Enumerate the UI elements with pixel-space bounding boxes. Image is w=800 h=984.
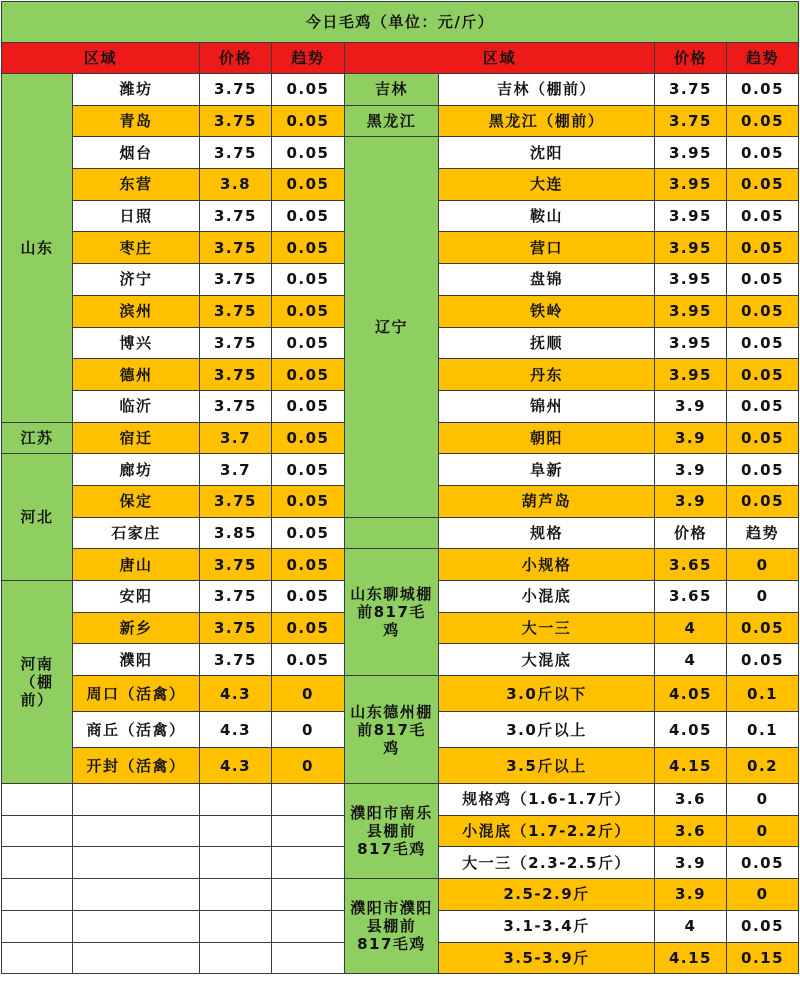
group-nanle: 濮阳市南乐县棚前817毛鸡 bbox=[345, 784, 439, 879]
empty-cell bbox=[2, 815, 73, 847]
right-price: 3.95 bbox=[655, 359, 727, 391]
empty-cell bbox=[2, 942, 73, 974]
left-city: 青岛 bbox=[73, 105, 200, 137]
left-price: 3.75 bbox=[200, 137, 272, 169]
left-city: 枣庄 bbox=[73, 232, 200, 264]
left-city: 安阳 bbox=[73, 581, 200, 613]
left-city: 日照 bbox=[73, 200, 200, 232]
right-trend: 0 bbox=[727, 581, 799, 613]
right-trend: 0.05 bbox=[727, 390, 799, 422]
right-price: 3.9 bbox=[655, 485, 727, 517]
left-price: 3.75 bbox=[200, 327, 272, 359]
province-henan: 河南（棚前） bbox=[2, 581, 73, 784]
left-trend: 0.05 bbox=[272, 327, 345, 359]
right-price: 3.95 bbox=[655, 137, 727, 169]
left-price: 3.75 bbox=[200, 644, 272, 676]
empty-cell bbox=[200, 847, 272, 879]
empty-cell bbox=[2, 910, 73, 942]
right-trend: 0.05 bbox=[727, 454, 799, 486]
right-price: 4.05 bbox=[655, 712, 727, 748]
right-trend: 0.05 bbox=[727, 644, 799, 676]
right-trend: 0.05 bbox=[727, 327, 799, 359]
province-heilongjiang: 黑龙江 bbox=[345, 105, 439, 137]
left-city: 石家庄 bbox=[73, 517, 200, 549]
right-trend: 0.2 bbox=[727, 748, 799, 784]
right-trend: 0.05 bbox=[727, 232, 799, 264]
left-price: 3.75 bbox=[200, 549, 272, 581]
header-left-trend: 趋势 bbox=[272, 43, 345, 74]
empty-cell bbox=[73, 784, 200, 816]
right-price: 3.6 bbox=[655, 815, 727, 847]
right-price: 3.95 bbox=[655, 200, 727, 232]
left-price: 4.3 bbox=[200, 748, 272, 784]
group-liaocheng: 山东聊城棚前817毛鸡 bbox=[345, 549, 439, 676]
left-city: 滨州 bbox=[73, 295, 200, 327]
left-city: 潍坊 bbox=[73, 74, 200, 106]
left-price: 3.75 bbox=[200, 105, 272, 137]
empty-cell bbox=[2, 847, 73, 879]
left-city: 周口（活禽） bbox=[73, 676, 200, 712]
right-city: 3.5斤以上 bbox=[439, 748, 655, 784]
left-trend: 0.05 bbox=[272, 454, 345, 486]
right-city: 铁岭 bbox=[439, 295, 655, 327]
right-trend: 0.1 bbox=[727, 712, 799, 748]
left-city: 德州 bbox=[73, 359, 200, 391]
left-trend: 0.05 bbox=[272, 517, 345, 549]
right-city: 大一三 bbox=[439, 612, 655, 644]
left-trend: 0.05 bbox=[272, 485, 345, 517]
left-trend: 0.05 bbox=[272, 644, 345, 676]
right-price: 3.9 bbox=[655, 422, 727, 454]
right-price: 3.9 bbox=[655, 390, 727, 422]
province-shandong: 山东 bbox=[2, 74, 73, 423]
right-trend: 0.05 bbox=[727, 264, 799, 296]
page-title: 今日毛鸡（单位：元/斤） bbox=[2, 2, 799, 43]
left-city: 东营 bbox=[73, 169, 200, 201]
right-trend: 0.05 bbox=[727, 295, 799, 327]
right-city: 3.5-3.9斤 bbox=[439, 942, 655, 974]
right-price: 3.95 bbox=[655, 327, 727, 359]
right-city: 3.0斤以下 bbox=[439, 676, 655, 712]
left-trend: 0.05 bbox=[272, 200, 345, 232]
left-trend: 0.05 bbox=[272, 137, 345, 169]
empty-cell bbox=[200, 879, 272, 911]
right-city: 小混底（1.7-2.2斤） bbox=[439, 815, 655, 847]
left-city: 商丘（活禽） bbox=[73, 712, 200, 748]
empty-cell bbox=[272, 910, 345, 942]
left-trend: 0.05 bbox=[272, 581, 345, 613]
empty-cell bbox=[200, 942, 272, 974]
right-city: 吉林（棚前） bbox=[439, 74, 655, 106]
empty-cell bbox=[200, 815, 272, 847]
right-trend: 0 bbox=[727, 549, 799, 581]
left-trend: 0 bbox=[272, 676, 345, 712]
right-city: 大一三（2.3-2.5斤） bbox=[439, 847, 655, 879]
right-trend: 0.1 bbox=[727, 676, 799, 712]
left-city: 济宁 bbox=[73, 264, 200, 296]
table-row bbox=[2, 676, 799, 712]
empty-cell bbox=[200, 910, 272, 942]
right-trend: 0.05 bbox=[727, 137, 799, 169]
left-trend: 0.05 bbox=[272, 105, 345, 137]
left-trend: 0.05 bbox=[272, 422, 345, 454]
right-trend: 0.05 bbox=[727, 422, 799, 454]
left-trend: 0.05 bbox=[272, 390, 345, 422]
left-price: 3.7 bbox=[200, 422, 272, 454]
right-price: 3.6 bbox=[655, 784, 727, 816]
header-right-price: 价格 bbox=[655, 43, 727, 74]
right-price: 4.05 bbox=[655, 676, 727, 712]
left-price: 3.75 bbox=[200, 485, 272, 517]
left-trend: 0.05 bbox=[272, 549, 345, 581]
empty-cell bbox=[272, 879, 345, 911]
right-price: 3.9 bbox=[655, 847, 727, 879]
right-city: 朝阳 bbox=[439, 422, 655, 454]
left-price: 3.75 bbox=[200, 232, 272, 264]
right-city: 抚顺 bbox=[439, 327, 655, 359]
right-city: 盘锦 bbox=[439, 264, 655, 296]
right-price: 3.65 bbox=[655, 581, 727, 613]
right-trend: 0.05 bbox=[727, 910, 799, 942]
right-city: 2.5-2.9斤 bbox=[439, 879, 655, 911]
right-trend: 0.05 bbox=[727, 485, 799, 517]
left-trend: 0.05 bbox=[272, 264, 345, 296]
right-price: 3.9 bbox=[655, 454, 727, 486]
table-row bbox=[2, 74, 799, 106]
left-trend: 0 bbox=[272, 748, 345, 784]
right-city: 大连 bbox=[439, 169, 655, 201]
empty-cell bbox=[272, 784, 345, 816]
header-right-trend: 趋势 bbox=[727, 43, 799, 74]
province-hebei: 河北 bbox=[2, 454, 73, 581]
group-dezhou: 山东德州棚前817毛鸡 bbox=[345, 676, 439, 784]
left-price: 3.7 bbox=[200, 454, 272, 486]
right-price: 3.75 bbox=[655, 105, 727, 137]
left-city: 宿迁 bbox=[73, 422, 200, 454]
header-left-price: 价格 bbox=[200, 43, 272, 74]
left-trend: 0.05 bbox=[272, 359, 345, 391]
left-trend: 0.05 bbox=[272, 74, 345, 106]
empty-cell bbox=[2, 784, 73, 816]
right-city: 锦州 bbox=[439, 390, 655, 422]
table-row bbox=[2, 137, 799, 169]
left-price: 4.3 bbox=[200, 712, 272, 748]
right-city: 营口 bbox=[439, 232, 655, 264]
right-price: 3.95 bbox=[655, 169, 727, 201]
header-right-region: 区域 bbox=[345, 43, 655, 74]
price-table bbox=[1, 1, 799, 974]
right-city: 丹东 bbox=[439, 359, 655, 391]
left-city: 濮阳 bbox=[73, 644, 200, 676]
right-price: 3.75 bbox=[655, 74, 727, 106]
right-price: 3.95 bbox=[655, 295, 727, 327]
empty-cell bbox=[73, 910, 200, 942]
right-trend: 0 bbox=[727, 784, 799, 816]
left-trend: 0.05 bbox=[272, 232, 345, 264]
left-price: 3.75 bbox=[200, 264, 272, 296]
right-trend: 0.05 bbox=[727, 169, 799, 201]
right-city: 3.0斤以上 bbox=[439, 712, 655, 748]
right-trend: 0.05 bbox=[727, 612, 799, 644]
left-price: 3.75 bbox=[200, 200, 272, 232]
left-city: 博兴 bbox=[73, 327, 200, 359]
table-row bbox=[2, 105, 799, 137]
right-trend: 0.05 bbox=[727, 105, 799, 137]
right-price: 4 bbox=[655, 612, 727, 644]
table-row bbox=[2, 549, 799, 581]
right-trend: 0.05 bbox=[727, 359, 799, 391]
right-city: 小混底 bbox=[439, 581, 655, 613]
left-city: 烟台 bbox=[73, 137, 200, 169]
empty-cell bbox=[73, 942, 200, 974]
left-price: 3.75 bbox=[200, 359, 272, 391]
right-price: 4.15 bbox=[655, 942, 727, 974]
empty-cell bbox=[272, 815, 345, 847]
right-price: 3.95 bbox=[655, 264, 727, 296]
right-city: 阜新 bbox=[439, 454, 655, 486]
empty-cell bbox=[272, 847, 345, 879]
right-price: 4 bbox=[655, 910, 727, 942]
left-price: 3.8 bbox=[200, 169, 272, 201]
left-trend: 0.05 bbox=[272, 612, 345, 644]
province-liaoning: 辽宁 bbox=[345, 137, 439, 517]
left-price: 4.3 bbox=[200, 676, 272, 712]
left-price: 3.75 bbox=[200, 295, 272, 327]
spec-header-label: 规格 bbox=[439, 517, 655, 549]
right-city: 鞍山 bbox=[439, 200, 655, 232]
left-city: 廊坊 bbox=[73, 454, 200, 486]
empty-cell bbox=[272, 942, 345, 974]
right-trend: 0.05 bbox=[727, 74, 799, 106]
right-trend: 0.05 bbox=[727, 200, 799, 232]
group-puyang: 濮阳市濮阳县棚前817毛鸡 bbox=[345, 879, 439, 974]
right-trend: 0 bbox=[727, 879, 799, 911]
spec-header-trend: 趋势 bbox=[727, 517, 799, 549]
right-price: 3.65 bbox=[655, 549, 727, 581]
right-city: 规格鸡（1.6-1.7斤） bbox=[439, 784, 655, 816]
right-price: 4 bbox=[655, 644, 727, 676]
left-city: 开封（活禽） bbox=[73, 748, 200, 784]
empty-cell bbox=[200, 784, 272, 816]
left-price: 3.75 bbox=[200, 390, 272, 422]
right-price: 3.9 bbox=[655, 879, 727, 911]
table-row bbox=[2, 879, 799, 911]
table-row bbox=[2, 784, 799, 816]
left-price: 3.85 bbox=[200, 517, 272, 549]
right-city: 黑龙江（棚前） bbox=[439, 105, 655, 137]
left-price: 3.75 bbox=[200, 612, 272, 644]
empty-cell bbox=[73, 815, 200, 847]
right-city: 小规格 bbox=[439, 549, 655, 581]
left-price: 3.75 bbox=[200, 581, 272, 613]
table-row bbox=[2, 517, 799, 549]
right-trend: 0.15 bbox=[727, 942, 799, 974]
right-city: 葫芦岛 bbox=[439, 485, 655, 517]
spec-header-price: 价格 bbox=[655, 517, 727, 549]
right-trend: 0.05 bbox=[727, 847, 799, 879]
left-trend: 0 bbox=[272, 712, 345, 748]
right-city: 大混底 bbox=[439, 644, 655, 676]
header-left-region: 区域 bbox=[2, 43, 200, 74]
left-city: 新乡 bbox=[73, 612, 200, 644]
right-trend: 0 bbox=[727, 815, 799, 847]
province-jiangsu: 江苏 bbox=[2, 422, 73, 454]
empty-cell bbox=[73, 847, 200, 879]
left-city: 临沂 bbox=[73, 390, 200, 422]
right-price: 3.95 bbox=[655, 232, 727, 264]
right-city: 沈阳 bbox=[439, 137, 655, 169]
province-jilin: 吉林 bbox=[345, 74, 439, 106]
left-trend: 0.05 bbox=[272, 169, 345, 201]
left-city: 唐山 bbox=[73, 549, 200, 581]
left-city: 保定 bbox=[73, 485, 200, 517]
left-price: 3.75 bbox=[200, 74, 272, 106]
spec-section-blank bbox=[345, 517, 439, 549]
right-price: 4.15 bbox=[655, 748, 727, 784]
empty-cell bbox=[73, 879, 200, 911]
left-trend: 0.05 bbox=[272, 295, 345, 327]
right-city: 3.1-3.4斤 bbox=[439, 910, 655, 942]
empty-cell bbox=[2, 879, 73, 911]
